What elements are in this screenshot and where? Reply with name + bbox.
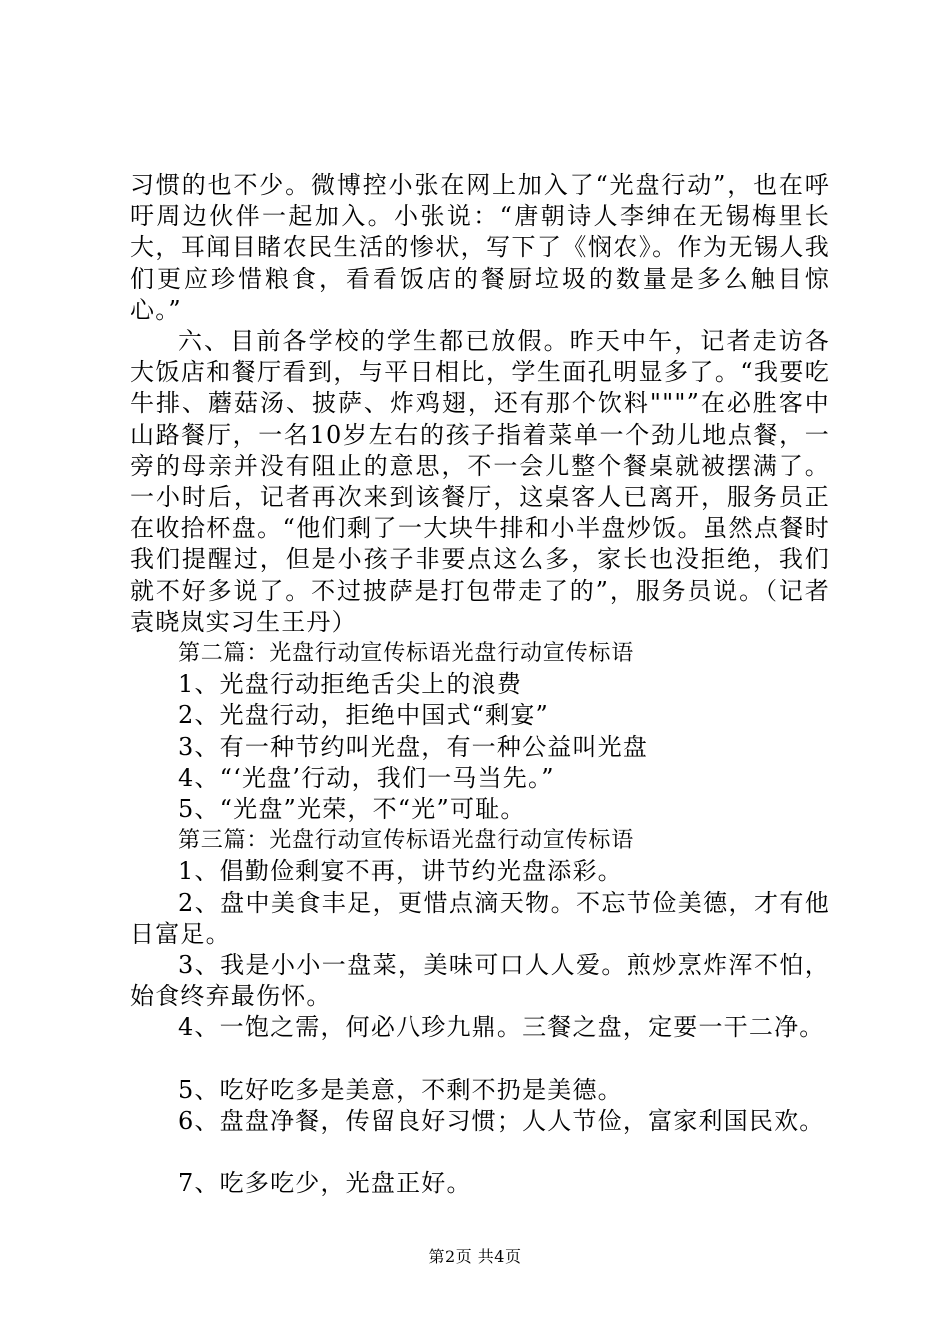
slogan-item: 4、“‘光盘’行动，我们一马当先。” [178,763,555,792]
slogan-item: 4、一饱之需，何必八珍九鼎。三餐之盘，定要一干二净。 [178,1013,825,1042]
page-footer: 第2页 共4页 [428,1247,522,1266]
heading-part-three: 第三篇：光盘行动宣传标语光盘行动宣传标语 [178,828,635,854]
slogan-item: 5、“光盘”光荣，不“光”可耻。 [178,795,526,824]
slogan-item: 3、我是小小一盘菜，美味可口人人爱。煎炒烹炸浑不怕，始食终弃最伤怀。 [130,951,830,1011]
heading-part-two: 第二篇：光盘行动宣传标语光盘行动宣传标语 [178,641,635,667]
blank-line [130,1137,830,1168]
slogan-item: 3、有一种节约叫光盘，有一种公益叫光盘 [178,732,649,761]
slogan-item: 1、倡勤俭剩宴不再，讲节约光盘添彩。 [178,857,623,886]
blank-line [130,1044,830,1075]
document-body [130,170,830,1199]
slogan-item: 6、盘盘净餐，传留良好习惯；人人节俭，富家利国民欢。 [178,1106,825,1135]
slogan-item: 2、盘中美食丰足，更惜点滴天物。不忘节俭美德，才有他日富足。 [130,888,830,948]
paragraph-continuation: 习惯的也不少。微博控小张在网上加入了“光盘行动”，也在呼吁周边伙伴一起加入。小张说：“唐朝诗人李绅在无锡梅里长大，耳闻目睹农民生活的惨状，写下了《悯农》。作为无锡人我们更应珍惜粮食，看看饭店的餐厨垃圾的数量是多么触目惊心。” [130,171,830,324]
slogan-item: 2、光盘行动，拒绝中国式“剩宴” [178,701,550,730]
slogan-item: 7、吃多吃少，光盘正好。 [178,1169,472,1198]
slogan-item: 1、光盘行动拒绝舌尖上的浪费 [178,670,523,699]
paragraph-section-six: 六、目前各学校的学生都已放假。昨天中午，记者走访各大饭店和餐厅看到，与平日相比，学生面孔明显多了。“我要吃牛排、蘑菇汤、披萨、炸鸡翅，还有那个饮料"""”在必胜客中山路餐厅，一名10岁左右的孩子指着菜单一个劲儿地点餐，一旁的母亲并没有阻止的意思，不一会儿整个餐桌就被摆满了。一小时后，记者再次来到该餐厅，这桌客人已离开，服务员正在收拾杯盘。“他们剩了一大块牛排和小半盘炒饭。虽然点餐时我们提醒过，但是小孩子非要点这么多，家长也没拒绝，我们就不好多说了。不过披萨是打包带走了的”，服务员说。（记者袁晓岚实习生王丹） [130,327,830,636]
slogan-item: 5、吃好吃多是美意，不剩不扔是美德。 [178,1075,623,1104]
